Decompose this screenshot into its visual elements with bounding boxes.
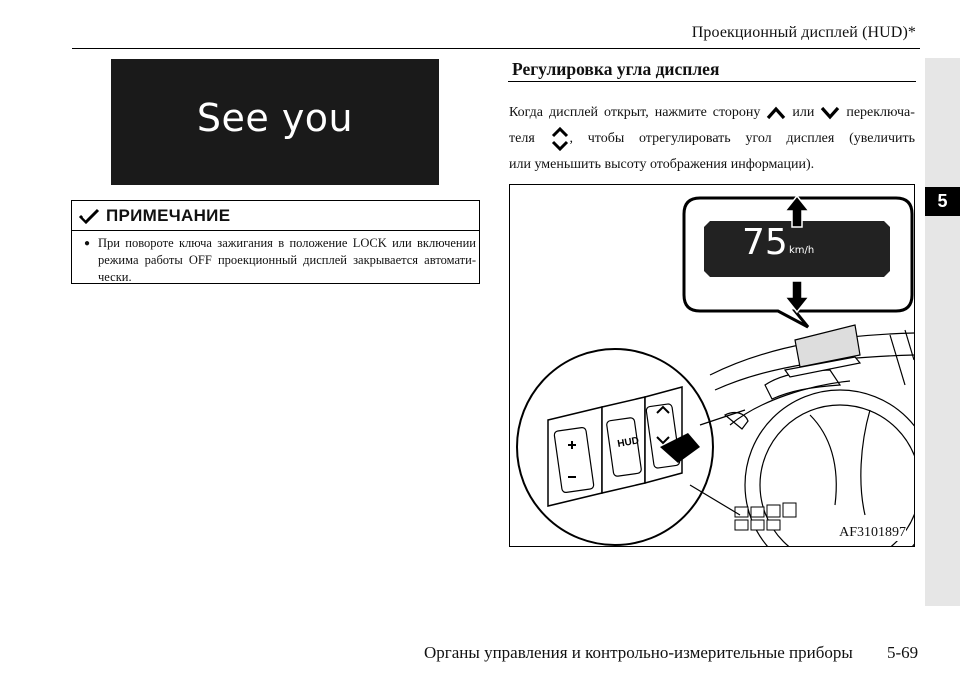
note-title: ПРИМЕЧАНИЕ — [106, 205, 231, 225]
footer-chapter-title: Органы управления и контрольно-измерительные приборы — [424, 643, 853, 662]
section-rule — [508, 81, 916, 82]
paragraph-line — [509, 100, 915, 126]
word: переключа- — [846, 105, 915, 120]
hud-combiner — [785, 325, 860, 377]
word: чтобы — [587, 131, 625, 146]
hud-switch-label: HUD — [616, 435, 640, 450]
up-down-switch-icon — [550, 126, 570, 152]
hud-screen-message: See you — [196, 96, 354, 140]
word: Когда — [509, 105, 544, 120]
page-number: 5-69 — [887, 643, 919, 662]
chapter-side-tab — [925, 58, 960, 606]
paragraph-line — [509, 126, 915, 152]
running-header: Проекционный дисплей (HUD)* — [691, 24, 916, 41]
hud-speed-unit: km/h — [789, 245, 815, 256]
note-item — [84, 235, 476, 286]
paragraph-line — [509, 152, 915, 178]
note-box — [71, 200, 480, 284]
hud-speed-value: 75 — [742, 222, 788, 263]
word: угол — [745, 131, 772, 146]
word: сторону — [712, 105, 761, 120]
dashboard-illustration — [509, 184, 915, 547]
hud-screen-illustration — [111, 59, 439, 185]
dashboard-drawing — [510, 185, 914, 546]
word: дисплея — [786, 131, 835, 146]
note-header — [72, 201, 479, 231]
word: открыт, — [604, 105, 649, 120]
word: нажмите — [654, 105, 707, 120]
figure-code: AF3101897 — [839, 525, 906, 540]
checkmark-icon — [78, 208, 100, 224]
header-rule — [72, 48, 920, 49]
chevron-down-icon — [820, 106, 840, 120]
chapter-number-badge: 5 — [925, 187, 960, 216]
section-title: Регулировка угла дисплея — [512, 59, 720, 79]
note-text: При повороте ключа зажигания в положение LOCK или включении режима работы OFF проекционный дисплей закрывается автомати-чески. — [98, 236, 476, 284]
bullet-icon: ● — [84, 238, 91, 249]
word: или — [792, 105, 815, 120]
paragraph-text: или уменьшить высоту отображения информации). — [509, 157, 815, 172]
word: теля — [509, 131, 535, 146]
instruction-paragraph — [509, 100, 915, 178]
word: (увеличить — [849, 131, 915, 146]
comma: , — [569, 131, 573, 146]
word: дисплей — [549, 105, 599, 120]
word: отрегулировать — [638, 131, 731, 146]
chevron-up-icon — [766, 106, 786, 120]
